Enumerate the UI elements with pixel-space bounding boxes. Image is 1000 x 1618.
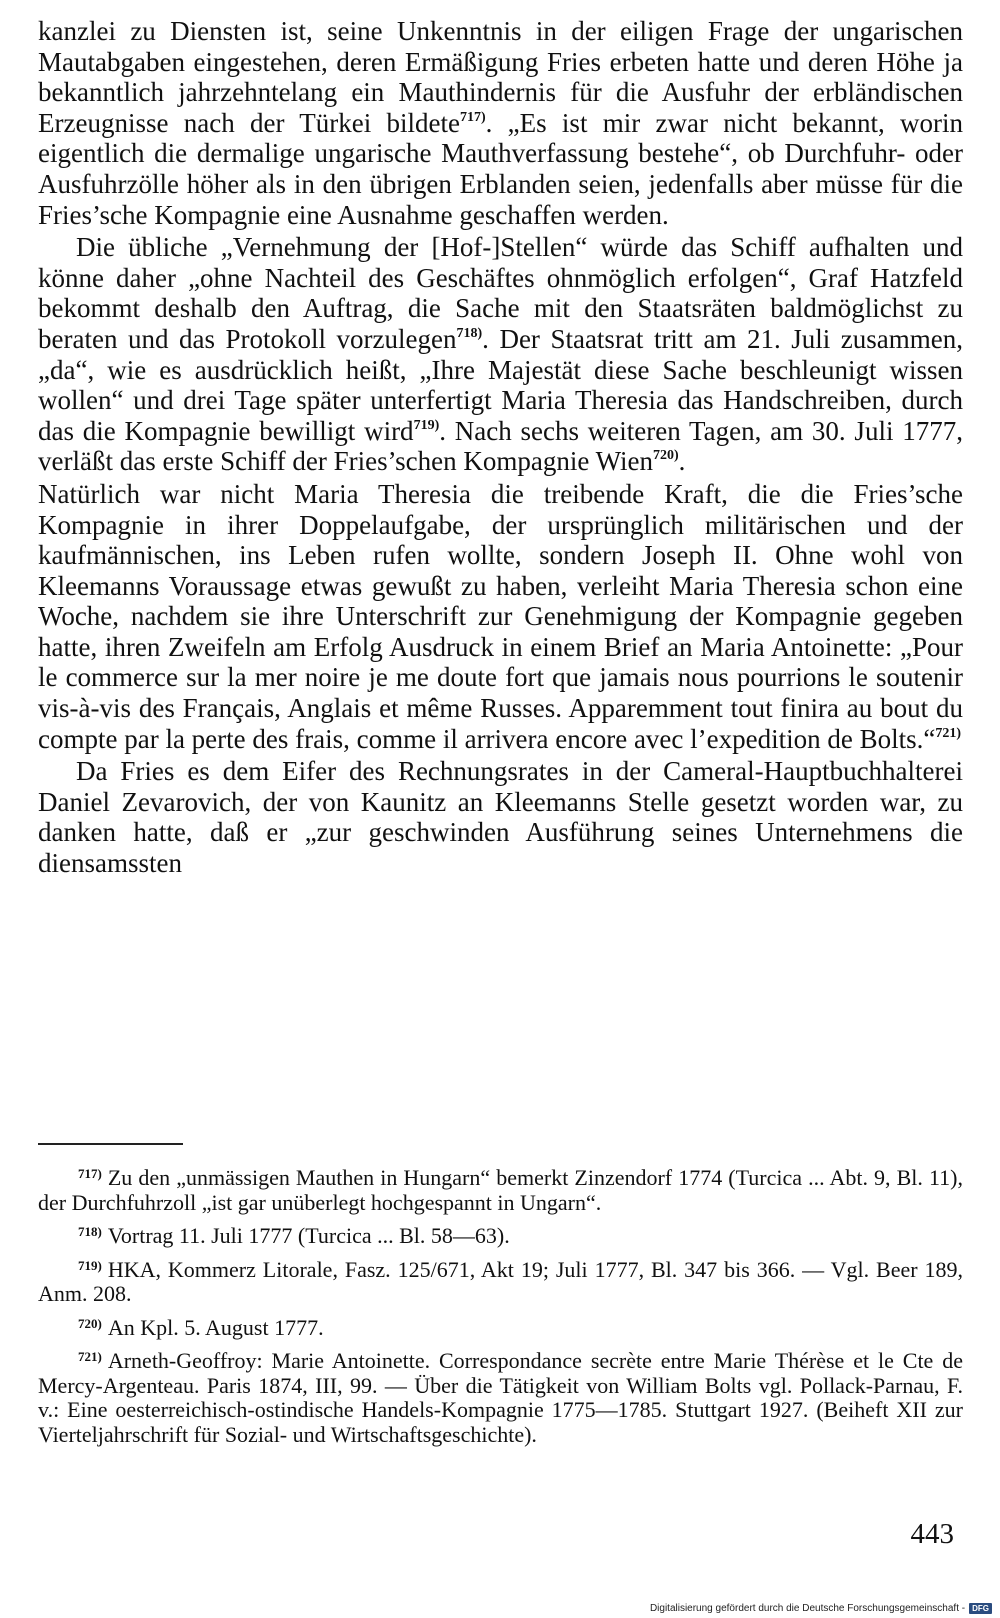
footnote-721 xyxy=(38,1345,963,1447)
footnote-ref-717: 717) xyxy=(459,109,486,125)
footnote-719 xyxy=(38,1254,963,1307)
footnote-ref-720: 720) xyxy=(653,448,679,464)
paragraph-3 xyxy=(38,479,963,754)
page-number: 443 xyxy=(910,1518,954,1550)
footnote-number: 720) xyxy=(78,1315,102,1331)
footnote-text: HKA, Kommerz Litorale, Fasz. 125/671, Akt 19; Juli 1777, Bl. 347 bis 366. — Vgl. Beer 189, Anm. 208. xyxy=(38,1256,963,1306)
footnote-number: 718) xyxy=(78,1224,102,1239)
paragraph-1-text-b: . „Es ist mir zwar nicht bekannt, worin eigentlich die dermalige ungarische Mauthverfassung bestehe“, ob Durchfuhr- oder Ausfuhrzölle höher als in den übrigen Erblanden seien, jedenfalls aber müsse für die Fries’sche Kompagnie eine Ausnahme geschaffen werden. xyxy=(38,107,963,230)
footnote-718 xyxy=(38,1220,963,1249)
main-text xyxy=(38,16,963,879)
footnote-text: Vortrag 11. Juli 1777 (Turcica ... Bl. 58—63). xyxy=(107,1223,510,1248)
footnote-number: 719) xyxy=(78,1257,102,1273)
footnote-ref-721: 721) xyxy=(935,725,962,741)
paragraph-1 xyxy=(38,16,963,230)
digitization-footer xyxy=(650,1603,992,1614)
paragraph-2-text-d: . xyxy=(678,446,686,477)
footnote-ref-719: 719) xyxy=(413,417,440,433)
paragraph-1-text-a: kanzlei zu Diensten ist, seine Unkenntnis in der eiligen Frage der ungarischen Mautabgaben eingestehen, deren Ermäßigung Fries erbeten hatte und deren Höhe ja bekanntlich jahrzehntelang ein Mauthindernis für die Ausfuhr der erbländischen Erzeugnisse nach der Türkei bildete xyxy=(38,16,963,138)
footnote-text: Arneth-Geoffroy: Marie Antoinette. Correspondance secrète entre Marie Thérèse et le Cte de Mercy-Argenteau. Paris 1874, III, 99. — Über die Tätigkeit von William Bolts vgl. Pollack-Parnau, F. v.: Eine oesterreichisch-ostindische Handels-Kompagnie 1775—1785. Stuttgart 1927. (Beiheft XII zur Vierteljahrschrift für Sozial- und Wirtschaftsgeschichte). xyxy=(38,1348,963,1447)
footnote-717 xyxy=(38,1162,963,1215)
paragraph-2 xyxy=(38,232,963,477)
footnote-text: Zu den „unmässigen Mauthen in Hungarn“ bemerkt Zinzendorf 1774 (Turcica ... Abt. 9, Bl. 11), der Durchfuhrzoll „ist gar unüberlegt hochgespannt in Ungarn“. xyxy=(38,1165,963,1215)
footnote-divider xyxy=(38,1143,183,1145)
footnote-number: 717) xyxy=(78,1166,102,1181)
footnotes xyxy=(38,1162,963,1452)
footnote-ref-718: 718) xyxy=(456,325,483,341)
paragraph-4-text-a: Da Fries es dem Eifer des Rechnungsrates in der Cameral-Hauptbuchhalterei Daniel Zevarovich, der von Kaunitz an Kleemanns Stelle gesetzt worden war, zu danken hatte, daß er „zur geschwinden Ausführung seines Unternehmens die diensamssten xyxy=(38,756,963,879)
footnote-720 xyxy=(38,1312,963,1341)
footer-text: Digitalisierung gefördert durch die Deutsche Forschungsgemeinschaft - xyxy=(649,1603,966,1614)
paragraph-2-text-a: Die übliche „Vernehmung der [Hof-]Stellen“ würde das Schiff aufhalten und könne daher „ohne Nachteil des Geschäftes ohnmöglich erfolgen“, Graf Hatzfeld bekommt deshalb den Auftrag, die Sache mit den Staatsräten baldmöglichst zu beraten und das Protokoll vorzulegen xyxy=(38,232,963,354)
footnote-text: An Kpl. 5. August 1777. xyxy=(107,1314,324,1340)
paragraph-2-text-c: . Nach sechs weiteren Tagen, am 30. Juli 1777, verläßt das erste Schiff der Fries’schen Kompagnie Wien xyxy=(38,415,963,477)
paragraph-2-text-b: . Der Staatsrat tritt am 21. Juli zusammen, „da“, wie es ausdrücklich heißt, „Ihre Majestät diese Sache beschleunigt wissen wollen“ und drei Tage später unterfertigt Maria Theresia das Handschreiben, durch das die Kompagnie bewilligt wird xyxy=(38,323,963,446)
paragraph-4 xyxy=(38,756,963,878)
dfg-logo-icon: DFG xyxy=(969,1603,992,1614)
paragraph-3-text-a: Natürlich war nicht Maria Theresia die treibende Kraft, die die Fries’sche Kompagnie in ihrer Doppelaufgabe, der ursprünglich militärischen und der kaufmännischen, ins Leben rufen wollte, sondern Joseph II. Ohne wohl von Kleemanns Voraussage etwas gewußt zu haben, verleiht Maria Theresia schon eine Woche, nachdem sie ihre Unterschrift zur Genehmigung der Kompagnie gegeben hatte, ihren Zweifeln am Erfolg Ausdruck in einem Brief an Maria Antoinette: „Pour le commerce sur la mer noire je me doute fort que jamais nous pourrions le soutenir vis-à-vis des Français, Anglais et même Russes. Apparemment tout finira au bout du compte par la perte des frais, comme il arrivera encore avec l’expedition de Bolts.“ xyxy=(38,478,963,754)
footnote-number: 721) xyxy=(78,1349,102,1364)
